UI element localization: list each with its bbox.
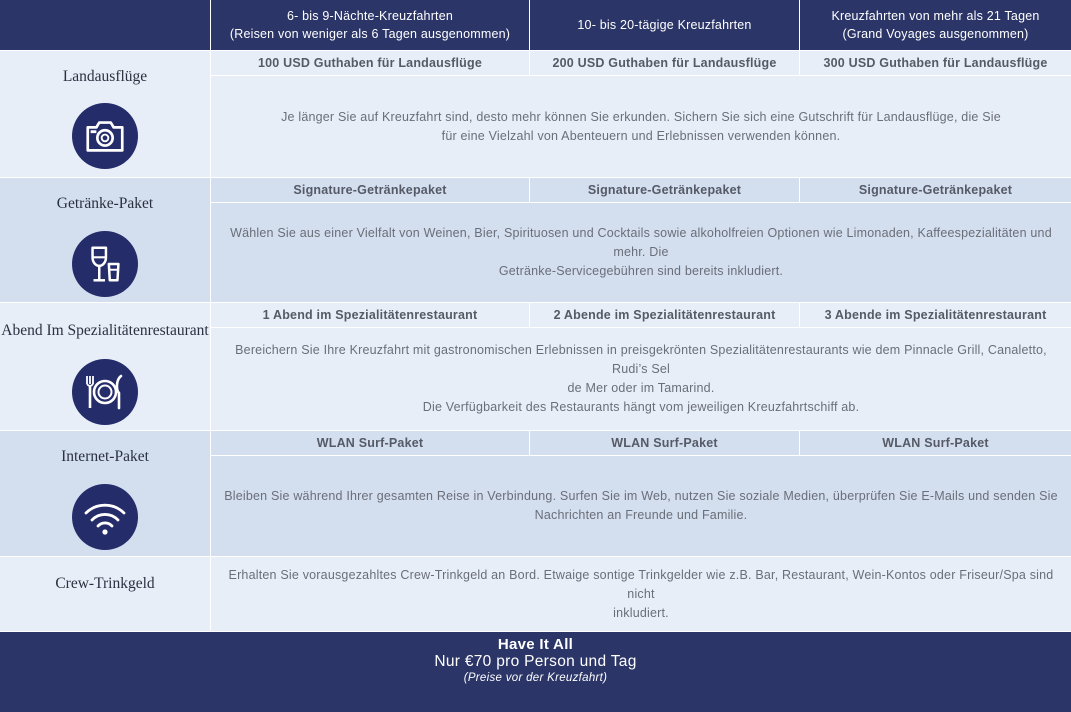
row-label-crew-tips: Crew-Trinkgeld	[55, 575, 155, 592]
row-label-cell-dining	[0, 303, 210, 430]
desc-shore-line2: für eine Vielzahl von Abenteuern und Erlebnissen verwenden können.	[441, 128, 841, 143]
row-label-drinks: Getränke-Paket	[56, 195, 154, 212]
dining-icon	[72, 359, 138, 425]
desc-crew-tips	[211, 557, 1071, 631]
footer-banner	[0, 632, 1071, 712]
sub-cell-drinks-6-9: Signature-Getränkepaket	[211, 178, 529, 202]
desc-dining-line1: Bereichern Sie Ihre Kreuzfahrt mit gastronomischen Erlebnissen in preisgekrönten Spezialitätenrestaurants wie dem Pinnacle Grill, Canaletto, Rudi’s Sel	[235, 343, 1047, 376]
header-col3-line2: (Grand Voyages ausgenommen)	[842, 27, 1029, 41]
sub-cell-internet-21-plus: WLAN Surf-Paket	[800, 431, 1071, 455]
row-label-shore-excursions: Landausflüge	[62, 68, 148, 85]
wifi-icon	[72, 484, 138, 550]
sub-cell-drinks-21-plus: Signature-Getränkepaket	[800, 178, 1071, 202]
sub-cell-dining-21-plus: 3 Abende im Spezialitätenrestaurant	[800, 303, 1071, 327]
desc-dining	[211, 328, 1071, 430]
row-label-cell-shore-excursions	[0, 51, 210, 177]
desc-shore-excursions	[211, 76, 1071, 177]
desc-internet-line2: Nachrichten an Freunde und Familie.	[534, 508, 748, 522]
header-col-10-20-days	[530, 0, 799, 50]
header-col1-line2: (Reisen von weniger als 6 Tagen ausgenommen)	[229, 27, 511, 41]
header-col2-line1: 10- bis 20-tägige Kreuzfahrten	[577, 18, 752, 32]
desc-crew-line2: inkludiert.	[613, 605, 669, 620]
sub-cell-drinks-10-20: Signature-Getränkepaket	[530, 178, 799, 202]
footer-note: (Preise vor der Kreuzfahrt)	[463, 672, 608, 684]
header-col3-line1: Kreuzfahrten von mehr als 21 Tagen	[831, 9, 1040, 23]
sub-cell-dining-10-20: 2 Abende im Spezialitätenrestaurant	[530, 303, 799, 327]
desc-drinks-line2: Getränke-Servicegebühren sind bereits inkludiert.	[498, 264, 784, 278]
sub-cell-dining-6-9: 1 Abend im Spezialitätenrestaurant	[211, 303, 529, 327]
sub-cell-shore-21-plus: 300 USD Guthaben für Landausflüge	[800, 51, 1071, 75]
footer-title: Have It All	[497, 636, 574, 653]
footer-price: Nur €70 pro Person und Tag	[434, 653, 637, 670]
row-label-internet: Internet-Paket	[61, 448, 149, 465]
desc-internet	[211, 456, 1071, 556]
header-col1-line1: 6- bis 9-Nächte-Kreuzfahrten	[286, 9, 454, 23]
desc-internet-line1: Bleiben Sie während Ihrer gesamten Reise in Verbindung. Surfen Sie im Web, nutzen Sie soziale Medien, überprüfen Sie E-Mails und senden Sie	[224, 489, 1058, 503]
row-label-cell-internet	[0, 431, 210, 556]
header-blank-cell	[0, 0, 210, 50]
desc-shore-line1: Je länger Sie auf Kreuzfahrt sind, desto mehr können Sie erkunden. Sichern Sie sich eine Gutschrift für Landausflüge, die Sie	[281, 109, 1001, 124]
row-label-cell-drinks	[0, 178, 210, 302]
sub-cell-shore-10-20: 200 USD Guthaben für Landausflüge	[530, 51, 799, 75]
header-col-6-9-nights	[211, 0, 529, 50]
row-label-cell-crew-tips	[0, 557, 210, 631]
desc-drinks-line1: Wählen Sie aus einer Vielfalt von Weinen, Bier, Spirituosen und Cocktails sowie alkoholfreien Optionen wie Limonaden, Kaffeespezialitäten und mehr. Die	[230, 226, 1052, 259]
sub-cell-shore-6-9: 100 USD Guthaben für Landausflüge	[211, 51, 529, 75]
sub-cell-internet-6-9: WLAN Surf-Paket	[211, 431, 529, 455]
desc-drinks	[211, 203, 1071, 302]
desc-crew-line1: Erhalten Sie vorausgezahltes Crew-Trinkgeld an Bord. Etwaige sontige Trinkgelder wie z.B. Bar, Restaurant, Wein-Kontos oder Friseur/Spa sind nicht	[228, 567, 1054, 601]
row-label-dining: Abend Im Spezialitätenrestaurant	[1, 322, 209, 339]
desc-dining-line3: Die Verfügbarkeit des Restaurants hängt vom jeweiligen Kreuzfahrtschiff ab.	[422, 400, 860, 414]
drinks-icon	[72, 231, 138, 297]
sub-cell-internet-10-20: WLAN Surf-Paket	[530, 431, 799, 455]
camera-icon	[72, 103, 138, 169]
desc-dining-line2: de Mer oder im Tamarind.	[567, 381, 715, 395]
header-col-21-plus-days	[800, 0, 1071, 50]
